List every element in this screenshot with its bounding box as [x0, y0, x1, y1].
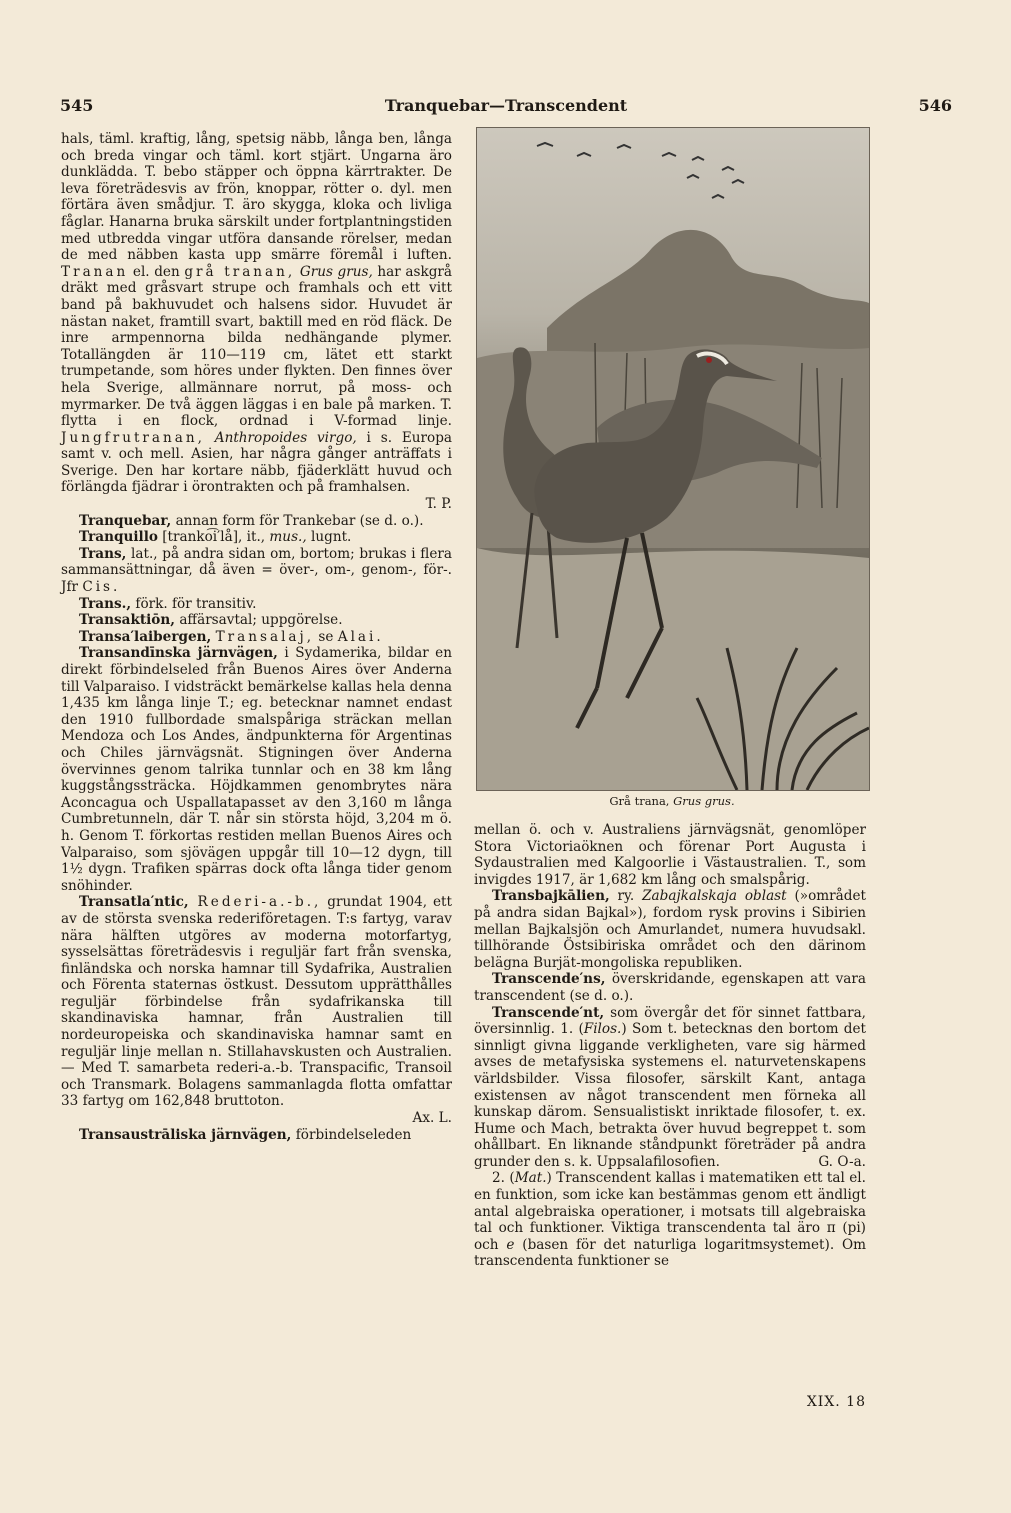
headword: Transandīnska järnvägen,	[79, 645, 278, 662]
headword: Transcende′nt,	[492, 1004, 605, 1021]
headword: Transbajkālien,	[492, 888, 610, 905]
headword: Transa′laibergen,	[79, 628, 212, 645]
entry-transandinska-jarnvagen: Transandīnska järnvägen, i Sydamerika, bildar en direkt förbindelseled från Buenos Aires över Anderna till Valparaiso. I vidsträckt bemärkelse kallas hela denna 1,435 km långa linje T.; eg. betecknar namnet endast den 1910 fullbordade smalspåriga sträckan mellan Mendoza och Los Andes, ändpunkterna för Argentinas och Chiles järnvägsnät. Stigningen över Anderna övervinnes genom talrika tunnlar och en 38 km lång kuggstångssträcka. Höjdkammen genombrytes nära Aconcagua och Uspallatapasset av den 3,160 m långa Cumbretunneln, där T. når sin största höjd, 3,204 m ö. h. Genom T. förkortas restiden mellan Buenos Aires och Valparaiso, som sjövägen uppgår till 10—12 dygn, till 1½ dygn. Trafiken spärras dock ofta långa tider genom snöhinder.	[61, 645, 452, 894]
page-number-right: 546	[918, 96, 952, 115]
headword: Trans,	[79, 545, 127, 562]
entry-transcendent: Transcende′nt, som övergår det för sinnet fattbara, översinnlig. 1. (Filos.) Som t. betecknas den bortom det sinnligt givna liggande verkligheten, vare sig härmed avses de metafysiska systemens el. naturvetenskapens världsbilder. Vissa filosofer, särskilt Kant, antaga existensen av något transcendent men förneka all kunskap därom. Sensualistiskt inriktade filosofer, t. ex. Hume och Mach, betrakta över huvud begreppet t. som ohållbart. En liknande ståndpunkt företräder på andra grunder den s. k. Uppsalafilosofien. G. O-a.	[474, 1004, 866, 1170]
author-signature: G. O-a.	[818, 1153, 866, 1170]
entry-transaustraliska-continued: mellan ö. och v. Australiens järnvägsnät, genomlöper Stora Victoriaöknen och förenar Port Augusta i Sydaustralien med Kalgoorlie i Västaustralien. T., som invigdes 1917, är 1,682 km lång och smalspårig.	[474, 822, 866, 888]
author-signature: T. P.	[425, 496, 452, 513]
headword: Transatla′ntic,	[79, 894, 189, 911]
page-header	[60, 96, 952, 120]
headword: Tranquebar,	[79, 512, 172, 529]
headword: Tranquillo	[79, 529, 158, 546]
headword: Transaktiōn,	[79, 612, 175, 629]
ground-shape	[477, 548, 869, 790]
entry-trans: Trans, lat., på andra sidan om, bortom; brukas i flera sammansättningar, då även = över-, om-, genom-, för-. Jfr Cis.	[61, 545, 452, 596]
entry-transcendent-math: 2. (Mat.) Transcendent kallas i matematiken ett tal el. en funktion, som icke kan bestämmas genom ett ändligt antal algebraiska operationer, i motsats till algebraiska tal och funktioner. Viktiga transcendenta tal äro π (pi) och e (basen för det naturliga logaritmsystemet). Om transcendenta funktioner se	[474, 1170, 867, 1270]
entry-transcendens: Transcende′ns, överskridande, egenskapen att vara transcendent (se d. o.).	[474, 971, 866, 1004]
entry-transatlantic: Transatla′ntic, Rederi-a.-b., grundat 1904, ett av de största svenska rederiföretagen. T:s fartyg, varav nära hälften utgöres av moderna motorfartyg, sysselsättas företrädesvis i reguljär fart från svenska, finländska och norska hamnar till Sydafrika, Australien och Förenta staternas östkust. Dessutom upprätthålles reguljär förbindelse från sydafrikanska till skandinaviska hamnar, från Australien till nordeuropeiska och skandinaviska hamnar samt en reguljär linje mellan n. Stillahavskusten och Australien. — Med T. samarbeta rederi-a.-b. Transpacific, Transoil och Transmark. Bolagens sammanlagda flotta omfattar 33 fartyg om 162,848 bruttoton. Ax. L.	[61, 894, 452, 1127]
headword: Trans.,	[79, 595, 132, 612]
running-title: Tranquebar—Transcendent	[384, 96, 628, 115]
printer-signature-mark: XIX. 18	[806, 1394, 866, 1410]
page-number-left: 545	[60, 96, 94, 115]
entry-transaustraliska-jarnvagen: Transaustrāliska järnvägen, förbindelseleden	[79, 1126, 412, 1143]
right-column	[474, 822, 866, 1270]
headword: Transaustrāliska järnvägen,	[79, 1126, 292, 1143]
author-signature: Ax. L.	[412, 1110, 452, 1127]
headword: Transcende′ns,	[492, 971, 606, 988]
crane-drawing	[477, 128, 869, 790]
entry-transaktion: Transaktiōn, affärsavtal; uppgörelse.	[79, 612, 343, 629]
entry-trans-abbr: Trans., förk. för transitiv.	[79, 595, 257, 612]
entry-transbajkalien: Transbajkālien, ry. Zabajkalskaja oblast (»området på andra sidan Bajkal»), fordom rysk provins i Sibirien mellan Bajkalsjön och Amurlandet, numera huvudsakl. tillhörande Östsibiriska området och den därinom belägna Burjät-mongoliska republiken.	[474, 888, 866, 971]
entry-transalaibergen: Transa′laibergen, Transalaj, se Alai.	[79, 628, 384, 645]
flying-cranes-icon	[537, 143, 744, 198]
figure-caption: Grå trana, Grus grus.	[609, 794, 735, 808]
left-column	[61, 131, 452, 1143]
crane-illustration	[476, 127, 870, 791]
entry-tranquillo: Tranquillo [tranko͡i′lå], it., mus., lugnt.	[79, 529, 352, 546]
entry-tranquebar: Tranquebar, annan form för Trankebar (se d. o.).	[79, 512, 424, 529]
entry-trana-continued: hals, täml. kraftig, lång, spetsig näbb, långa ben, långa och breda vingar och täml. kort stjärt. Ungarna äro dunklädda. T. bebo stäpper och öppna kärrtrakter. De leva företrädesvis av frön, knoppar, rötter o. dyl. men förtära även smådjur. T. äro skygga, kloka och livliga fåglar. Hanarna bruka särskilt under fortplantningstiden med utbredda vingar utföra dansande rörelser, medan de med näbben kasta upp smärre föremål i luften. Tranan el. den grå tranan, Grus grus, har askgrå dräkt med gråsvart strupe och framhals och ett vitt band på bakhuvudet och halsens sidor. Huvudet är nästan naket, framtill svart, baktill med en röd fläck. De inre armpennorna bilda nedhängande plymer. Totallängden är 110—119 cm, lätet ett starkt trumpetande, som höres under flykten. Den finnes över hela Sverige, allmännare norrut, på moss- och myrmarker. De två äggen läggas i en bale på marken. T. flytta i en flock, ordnad i V-formad linje. Jungfrutranan, Anthropoides virgo, i s. Europa samt v. och mell. Asien, har några gånger anträffats i Sverige. Den har kortare näbb, fjäderklätt huvud och förlängda fjädrar i örontrakten och på framhalsen. T. P.	[61, 131, 453, 513]
